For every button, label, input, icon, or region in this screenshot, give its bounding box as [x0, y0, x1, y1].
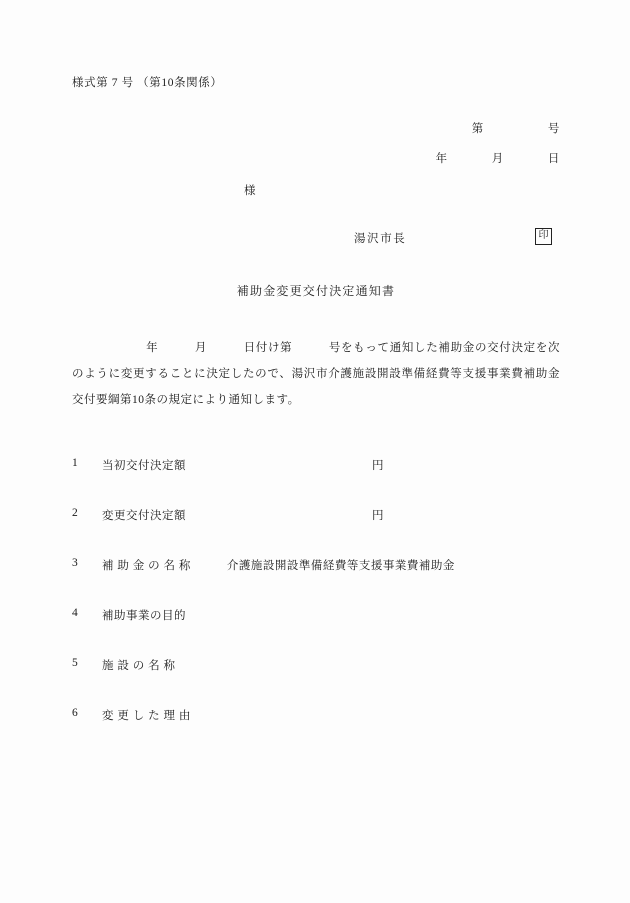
- item-unit: 円: [372, 460, 384, 472]
- item-label: 施 設 の 名 称: [102, 660, 176, 672]
- document-number-suffix: 号: [547, 123, 560, 135]
- item-label: 変更交付決定額: [102, 510, 186, 522]
- date-day-label: 日: [547, 153, 560, 165]
- issuer-row: [72, 230, 560, 248]
- item-value: 介護施設開設準備経費等支援事業費補助金: [226, 560, 455, 572]
- item-number: 3: [72, 557, 79, 569]
- document-number-block: [72, 120, 560, 166]
- document-number-line: [72, 120, 560, 136]
- item-label: 補助事業の目的: [102, 610, 186, 622]
- item-unit: 円: [372, 510, 384, 522]
- item-number: 4: [72, 607, 79, 619]
- issuer-name: 湯沢市長: [354, 233, 407, 245]
- item-row: [72, 607, 560, 623]
- addressee-honorific: 様: [244, 185, 257, 197]
- item-label: 変 更 し た 理 由: [102, 710, 191, 722]
- item-number: 1: [72, 457, 79, 469]
- item-row: [72, 457, 560, 473]
- items-list: [72, 457, 560, 723]
- document-title: 補助金変更交付決定通知書: [236, 284, 396, 298]
- item-number: 5: [72, 657, 79, 669]
- date-month-label: 月: [491, 153, 504, 165]
- item-label: 当初交付決定額: [102, 460, 186, 472]
- body-paragraph-text: 年 月 日付け第 号をもって通知した補助金の交付決定を次のように変更することに決定したので、湯沢市介護施設開設準備経費等支援事業費補助金交付要綱第10条の規定により通知します。: [72, 342, 560, 406]
- item-label: 補 助 金 の 名 称: [102, 560, 191, 572]
- date-year-label: 年: [435, 153, 448, 165]
- document-number-label: 第: [471, 123, 484, 135]
- document-date-line: [72, 150, 560, 166]
- item-number: 2: [72, 507, 79, 519]
- body-paragraph: [72, 335, 560, 413]
- form-number: 様式第 7 号 （第10条関係）: [72, 77, 223, 89]
- seal-icon: 印: [535, 228, 552, 245]
- item-row: [72, 557, 560, 573]
- item-row: [72, 507, 560, 523]
- item-row: [72, 707, 560, 723]
- item-row: [72, 657, 560, 673]
- item-number: 6: [72, 707, 79, 719]
